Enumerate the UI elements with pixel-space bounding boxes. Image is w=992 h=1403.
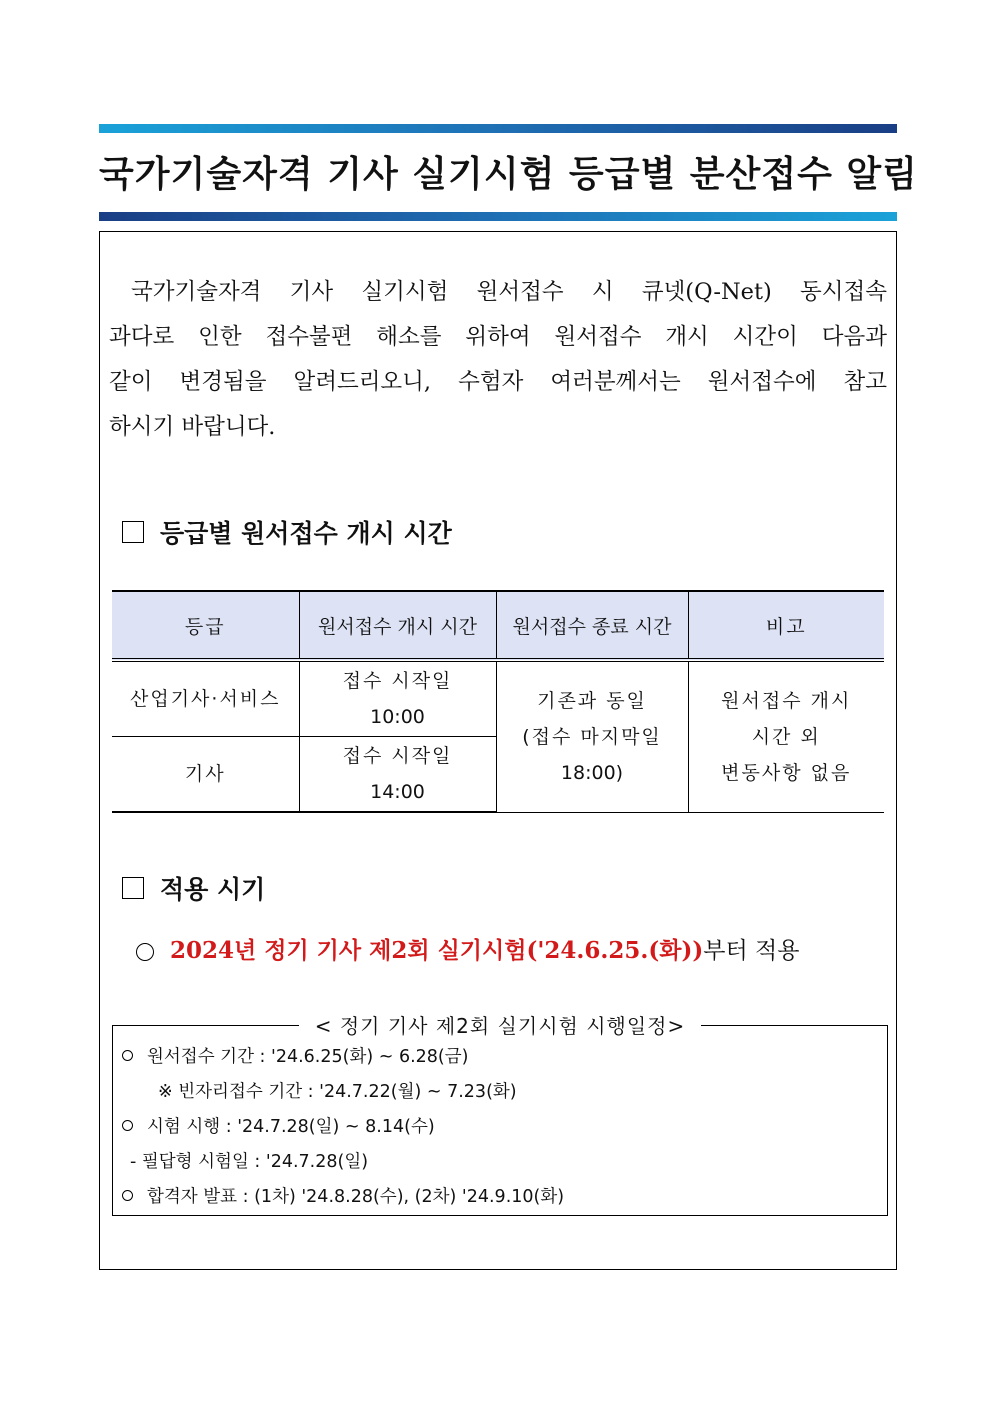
apply-suffix: 부터 적용 — [703, 938, 800, 964]
section-apply-heading-text: 적용 시기 — [160, 875, 266, 904]
intro-line-1: 국가기술자격 기사 실기시험 원서접수 시 큐넷(Q-Net) 동시접속 — [131, 279, 887, 305]
end-time-line-1: 기존과 동일 — [537, 689, 647, 712]
intro-line-3: 같이 변경됨을 알려드리오니, 수험자 여러분께서는 원서접수에 참고 — [109, 369, 887, 395]
start-time: 14:00 — [370, 781, 425, 803]
grade-cell: 산업기사·서비스 — [112, 660, 299, 737]
start-label: 접수 시작일 — [342, 745, 453, 767]
remark-line-1: 원서접수 개시 — [721, 689, 852, 712]
schedule-item-text: - 필답형 시험일 : '24.7.28(일) — [130, 1152, 369, 1172]
circle-bullet-icon — [136, 943, 154, 961]
apply-period — [136, 932, 799, 965]
title-bottom-bar — [99, 212, 897, 221]
start-time: 10:00 — [370, 706, 425, 728]
apply-highlight: 2024년 정기 기사 제2회 실기시험('24.6.25.(화)) — [170, 937, 704, 964]
schedule-item-text: 원서접수 기간 : '24.6.25(화) ~ 6.28(금) — [147, 1047, 469, 1067]
list-item — [122, 1145, 564, 1180]
schedule-item-text: ※ 빈자리접수 기간 : '24.7.22(월) ~ 7.23(화) — [158, 1082, 517, 1102]
grade-cell: 기사 — [112, 737, 299, 813]
checkbox-icon — [122, 877, 144, 899]
notice-frame — [99, 231, 897, 1270]
table-header-row — [112, 591, 884, 660]
circle-bullet-icon — [122, 1190, 133, 1201]
header-start-time: 원서접수 개시 시간 — [299, 591, 496, 660]
list-item — [122, 1040, 564, 1075]
circle-bullet-icon — [122, 1120, 133, 1131]
schedule-list — [122, 1040, 564, 1215]
intro-line-2: 과다로 인한 접수불편 해소를 위하여 원서접수 개시 시간이 다음과 — [109, 324, 887, 350]
intro-paragraph — [109, 270, 887, 450]
schedule-item-text: 시험 시행 : '24.7.28(일) ~ 8.14(수) — [147, 1117, 435, 1137]
remark-line-3: 변동사항 없음 — [721, 761, 852, 784]
end-time-cell — [496, 660, 688, 812]
schedule-box — [112, 1014, 888, 1216]
intro-line-4: 하시기 바랍니다. — [109, 414, 276, 440]
grade-table — [112, 590, 884, 813]
list-item — [122, 1180, 564, 1215]
start-time-cell — [299, 660, 496, 737]
start-label: 접수 시작일 — [342, 670, 453, 692]
section-apply-heading — [122, 870, 265, 906]
header-remark: 비고 — [688, 591, 884, 660]
end-time-line-3: 18:00) — [560, 761, 624, 784]
remark-line-2: 시간 외 — [751, 725, 821, 748]
page-title: 국가기술자격 기사 실기시험 등급별 분산접수 알림 — [99, 154, 918, 195]
checkbox-icon — [122, 521, 144, 543]
start-time-cell — [299, 737, 496, 813]
circle-bullet-icon — [122, 1050, 133, 1061]
title-top-bar — [99, 124, 897, 133]
header-end-time: 원서접수 종료 시간 — [496, 591, 688, 660]
schedule-title: < 정기 기사 제2회 실기시험 시행일정> — [299, 1014, 702, 1038]
schedule-item-text: 합격자 발표 : (1차) '24.8.28(수), (2차) '24.9.10(화) — [147, 1187, 565, 1207]
table-row — [112, 660, 884, 737]
header-grade: 등급 — [112, 591, 299, 660]
end-time-line-2: (접수 마지막일 — [522, 725, 662, 748]
section-grade-heading — [122, 514, 452, 550]
list-item — [122, 1075, 564, 1110]
list-item — [122, 1110, 564, 1145]
section-grade-heading-text: 등급별 원서접수 개시 시간 — [160, 519, 452, 548]
remark-cell — [688, 660, 884, 812]
